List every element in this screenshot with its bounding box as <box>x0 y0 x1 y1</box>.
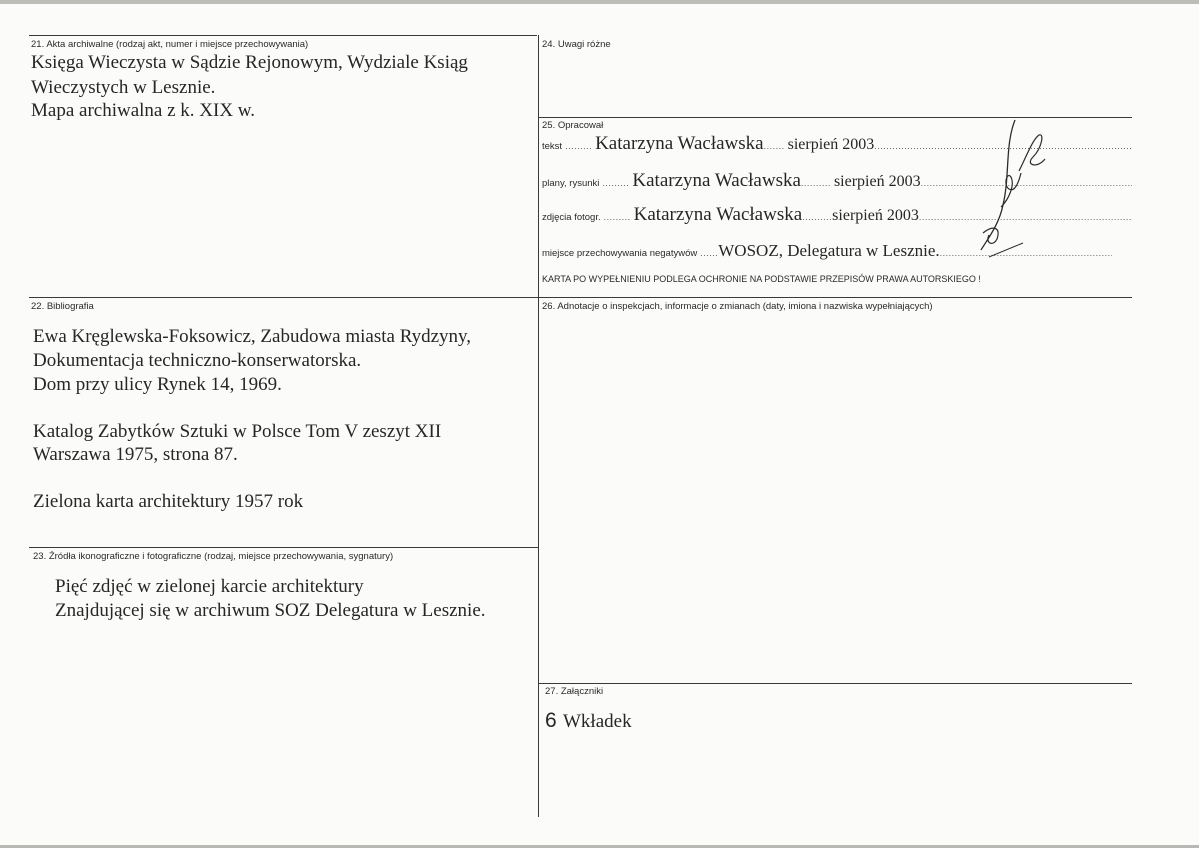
box25-row-text: tekst ......... Katarzyna Wacławska ....... sierpień 2003 ..... <box>542 133 1132 155</box>
negatives-value: WOSOZ, Delegatura w Lesznie. <box>718 241 940 260</box>
box23-line-2: Znajdującej się w archiwum SOZ Delegatura w Lesznie. <box>55 600 486 621</box>
box25-row-negatives: miejsce przechowywania negatywów ...... WOSOZ, Delegatura w Lesznie. ..... <box>542 241 1112 261</box>
box22-line-3: Dom przy ulicy Rynek 14, 1969. <box>33 374 282 395</box>
box21-line-3: Mapa archiwalna z k. XIX w. <box>31 100 256 121</box>
copyright-notice: KARTA PO WYPEŁNIENIU PODLEGA OCHRONIE NA PODSTAWIE PRZEPISÓW PRAWA AUTORSKIEGO ! <box>542 274 981 284</box>
row-date: sierpień 2003 <box>833 173 921 190</box>
box27-label: 27. Załączniki <box>545 686 604 697</box>
row-label: plany, rysunki <box>542 178 600 189</box>
box25-row-photos: zdjęcia fotogr. ......... Katarzyna Wacławska .......... sierpień 2003 ..... <box>542 204 1132 226</box>
row-author: Katarzyna Wacławska <box>633 204 803 225</box>
box22-line-1: Ewa Kręglewska-Foksowicz, Zabudowa miasta Rydzyny, <box>33 326 472 347</box>
box23-line-1: Pięć zdjęć w zielonej karcie architektury <box>55 576 364 597</box>
box24-label: 24. Uwagi różne <box>542 39 611 50</box>
row-label: zdjęcia fotogr. <box>542 212 601 223</box>
box21-line-2: Wieczystych w Lesznie. <box>31 77 216 98</box>
row-label: tekst <box>542 141 563 152</box>
divider-center <box>538 35 539 817</box>
row-date: sierpień 2003 <box>787 136 875 153</box>
box25-row-plans: plany, rysunki ......... Katarzyna Wacławska .......... sierpień 2003 ..... <box>542 170 1132 192</box>
row-date: sierpień 2003 <box>832 207 919 224</box>
box25-label: 25. Opracował <box>542 120 604 131</box>
divider-27 <box>538 683 1132 684</box>
signature-icon <box>975 115 1055 265</box>
attachments-text: Wkładek <box>563 711 632 732</box>
divider-23 <box>29 547 538 548</box>
box23-label: 23. Źródła ikonograficzne i fotograficzne (rodzaj, miejsce przechowywania, sygnatury) <box>33 551 394 562</box>
divider-middle <box>29 297 1132 298</box>
scan-top-edge <box>0 0 1199 4</box>
row-author: Katarzyna Wacławska <box>632 170 801 191</box>
box21-label: 21. Akta archiwalne (rodzaj akt, numer i miejsce przechowywania) <box>31 39 309 50</box>
divider-top <box>29 35 537 36</box>
box22-line-5: Warszawa 1975, strona 87. <box>33 444 238 465</box>
negatives-label: miejsce przechowywania negatywów <box>542 248 698 259</box>
box21-line-1: Księga Wieczysta w Sądzie Rejonowym, Wydziale Ksiąg <box>31 52 468 73</box>
attachments-count: 6 <box>545 709 557 732</box>
row-author: Katarzyna Wacławska <box>595 133 764 154</box>
box22-line-4: Katalog Zabytków Sztuki w Polsce Tom V zeszyt XII <box>33 421 442 442</box>
box22-line-2: Dokumentacja techniczno-konserwatorska. <box>33 350 362 371</box>
box22-label: 22. Bibliografia <box>31 301 94 312</box>
box26-label: 26. Adnotacje o inspekcjach, informacje o zmianach (daty, imiona i nazwiska wypełniających) <box>542 301 933 312</box>
box22-line-6: Zielona karta architektury 1957 rok <box>33 491 304 512</box>
